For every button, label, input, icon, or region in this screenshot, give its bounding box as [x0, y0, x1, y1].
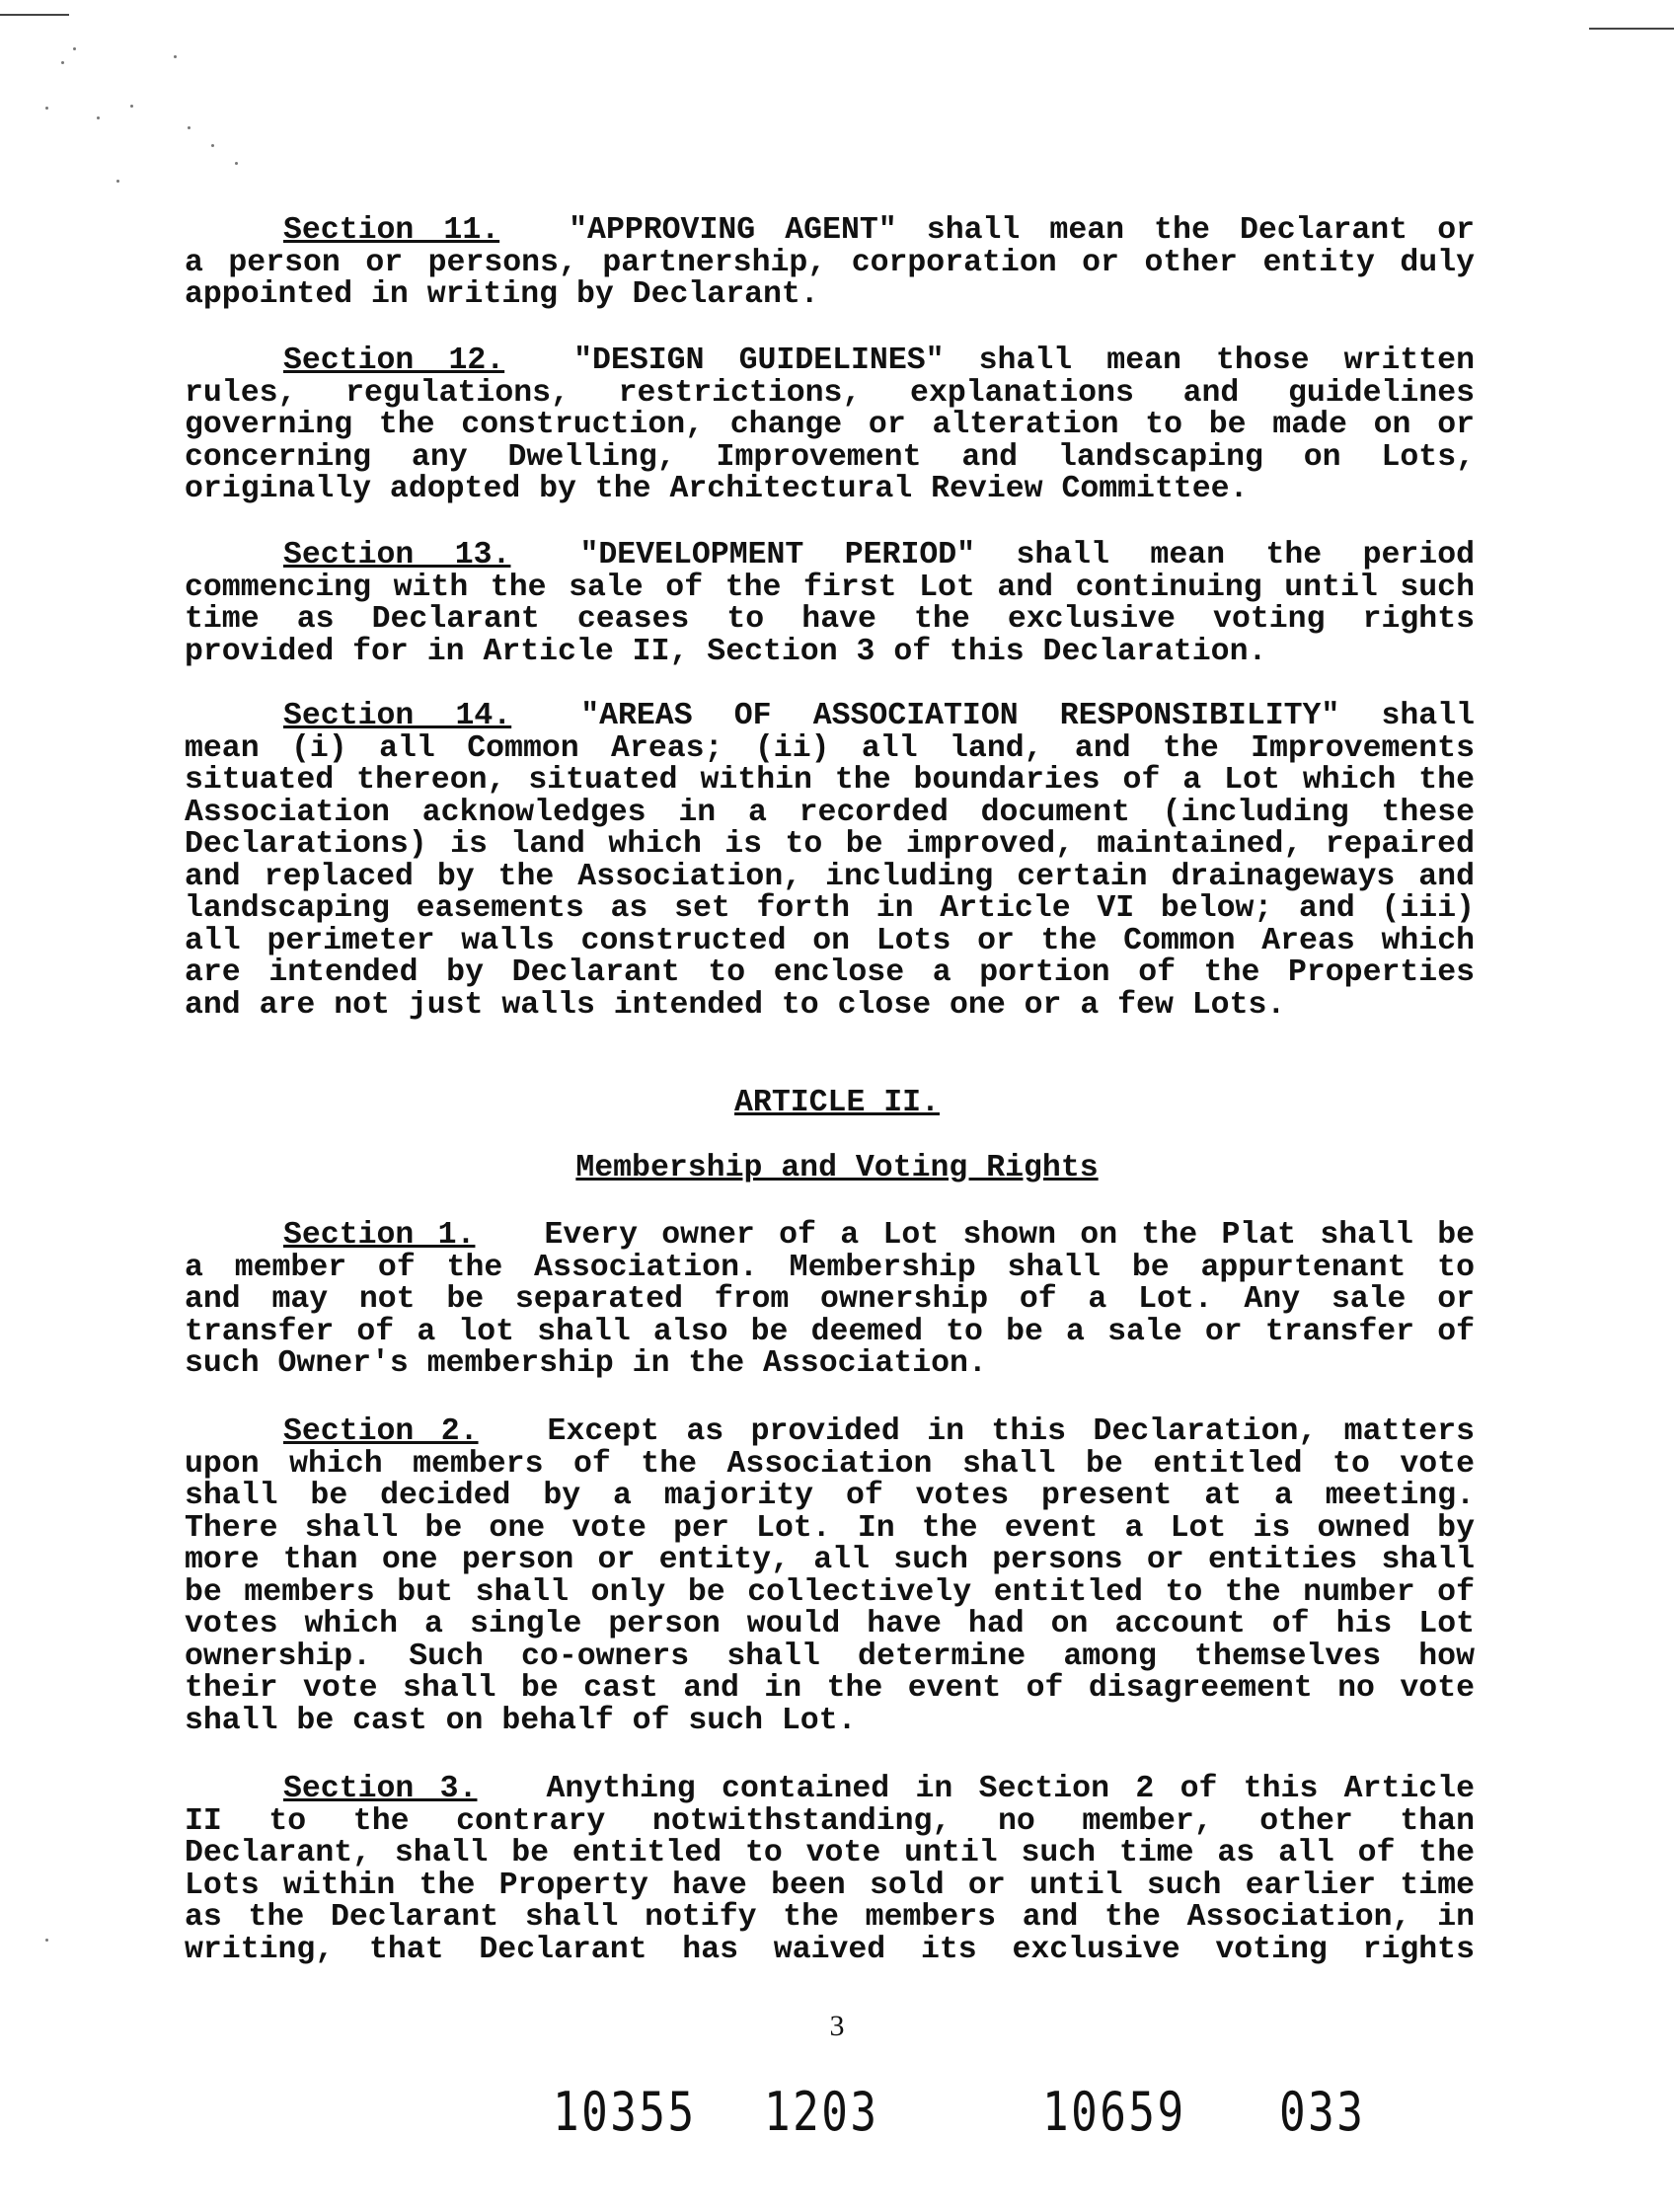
article-title: ARTICLE II. [734, 1086, 940, 1120]
section-11: Section 11. "APPROVING AGENT" shall mean the Declarant or a person or persons, partnership, corporation or other entity duly appointed in writing by Declarant. [185, 213, 1475, 312]
page-number: 3 [829, 2010, 845, 2042]
recording-stamp-1: 10355 [553, 2081, 697, 2143]
section-heading: Section 2. [283, 1414, 479, 1449]
article-section-3: Section 3. Anything contained in Section 2 of this Article II to the contrary notwithstanding, no member, other than Declarant, shall be entitled to vote until such time as all of the Lots within the Property have been sold or until such earlier time as the Declarant shall notify the members and the Association, in writing, that Declarant has waived its exclusive voting rights [185, 1772, 1476, 1967]
section-heading: Section 12. [283, 343, 505, 378]
section-14: Section 14. "AREAS OF ASSOCIATION RESPONSIBILITY" shall mean (i) all Common Areas; (ii) all land, and the Improvements situated thereon, situated within the boundaries of a Lot which the Association acknowledges in a recorded document (including these Declarations) is land which is to be improved, maintained, repaired and replaced by the Association, including certain drainageways and landscaping easements as set forth in Article VI below; and (iii) all perimeter walls constructed on Lots or the Common Areas which are intended by Declarant to enclose a portion of the Properties and are not just walls intended to close one or a few Lots. [185, 699, 1475, 1023]
section-13: Section 13. "DEVELOPMENT PERIOD" shall mean the period commencing with the sale of the first Lot and continuing until such time as Declarant ceases to have the exclusive voting rights provided for in Article II, Section 3 of this Declaration. [185, 538, 1476, 669]
article-subtitle: Membership and Voting Rights [575, 1151, 1099, 1185]
article-section-2: Section 2. Except as provided in this Declaration, matters upon which members of the Association shall be entitled to vote shall be decided by a majority of votes present at a meeting. There shall be one vote per Lot. In the event a Lot is owned by more than one person or entity, all such persons or entities shall be members but shall only be collectively entitled to the number of votes which a single person would have had on account of his Lot ownership. Such co-owners shall determine among themselves how their vote shall be cast and in the event of disagreement no vote shall be cast on behalf of such Lot. [185, 1414, 1476, 1738]
recording-stamp-3: 10659 [1042, 2081, 1186, 2143]
section-heading: Section 11. [283, 213, 500, 248]
section-heading: Section 1. [283, 1218, 476, 1253]
section-heading: Section 14. [283, 699, 512, 733]
scan-edge-top-left [0, 14, 69, 16]
recording-stamp-2: 1203 [764, 2081, 879, 2143]
section-heading: Section 13. [283, 538, 511, 572]
scan-edge-top-right [1589, 28, 1674, 30]
article-section-1: Section 1. Every owner of a Lot shown on the Plat shall be a member of the Association. Membership shall be appurtenant to and may not be separated from ownership of a Lot. Any sale or transfer of a lot shall also be deemed to be a sale or transfer of such Owner's membership in the Association. [185, 1218, 1476, 1381]
section-heading: Section 3. [283, 1772, 478, 1806]
section-12: Section 12. "DESIGN GUIDELINES" shall mean those written rules, regulations, restrictions, explanations and guidelines governing the construction, change or alteration to be made on or concerning any Dwelling, Improvement and landscaping on Lots, originally adopted by the Architectural Review Committee. [185, 343, 1475, 506]
recording-stamp-4: 033 [1279, 2081, 1366, 2143]
